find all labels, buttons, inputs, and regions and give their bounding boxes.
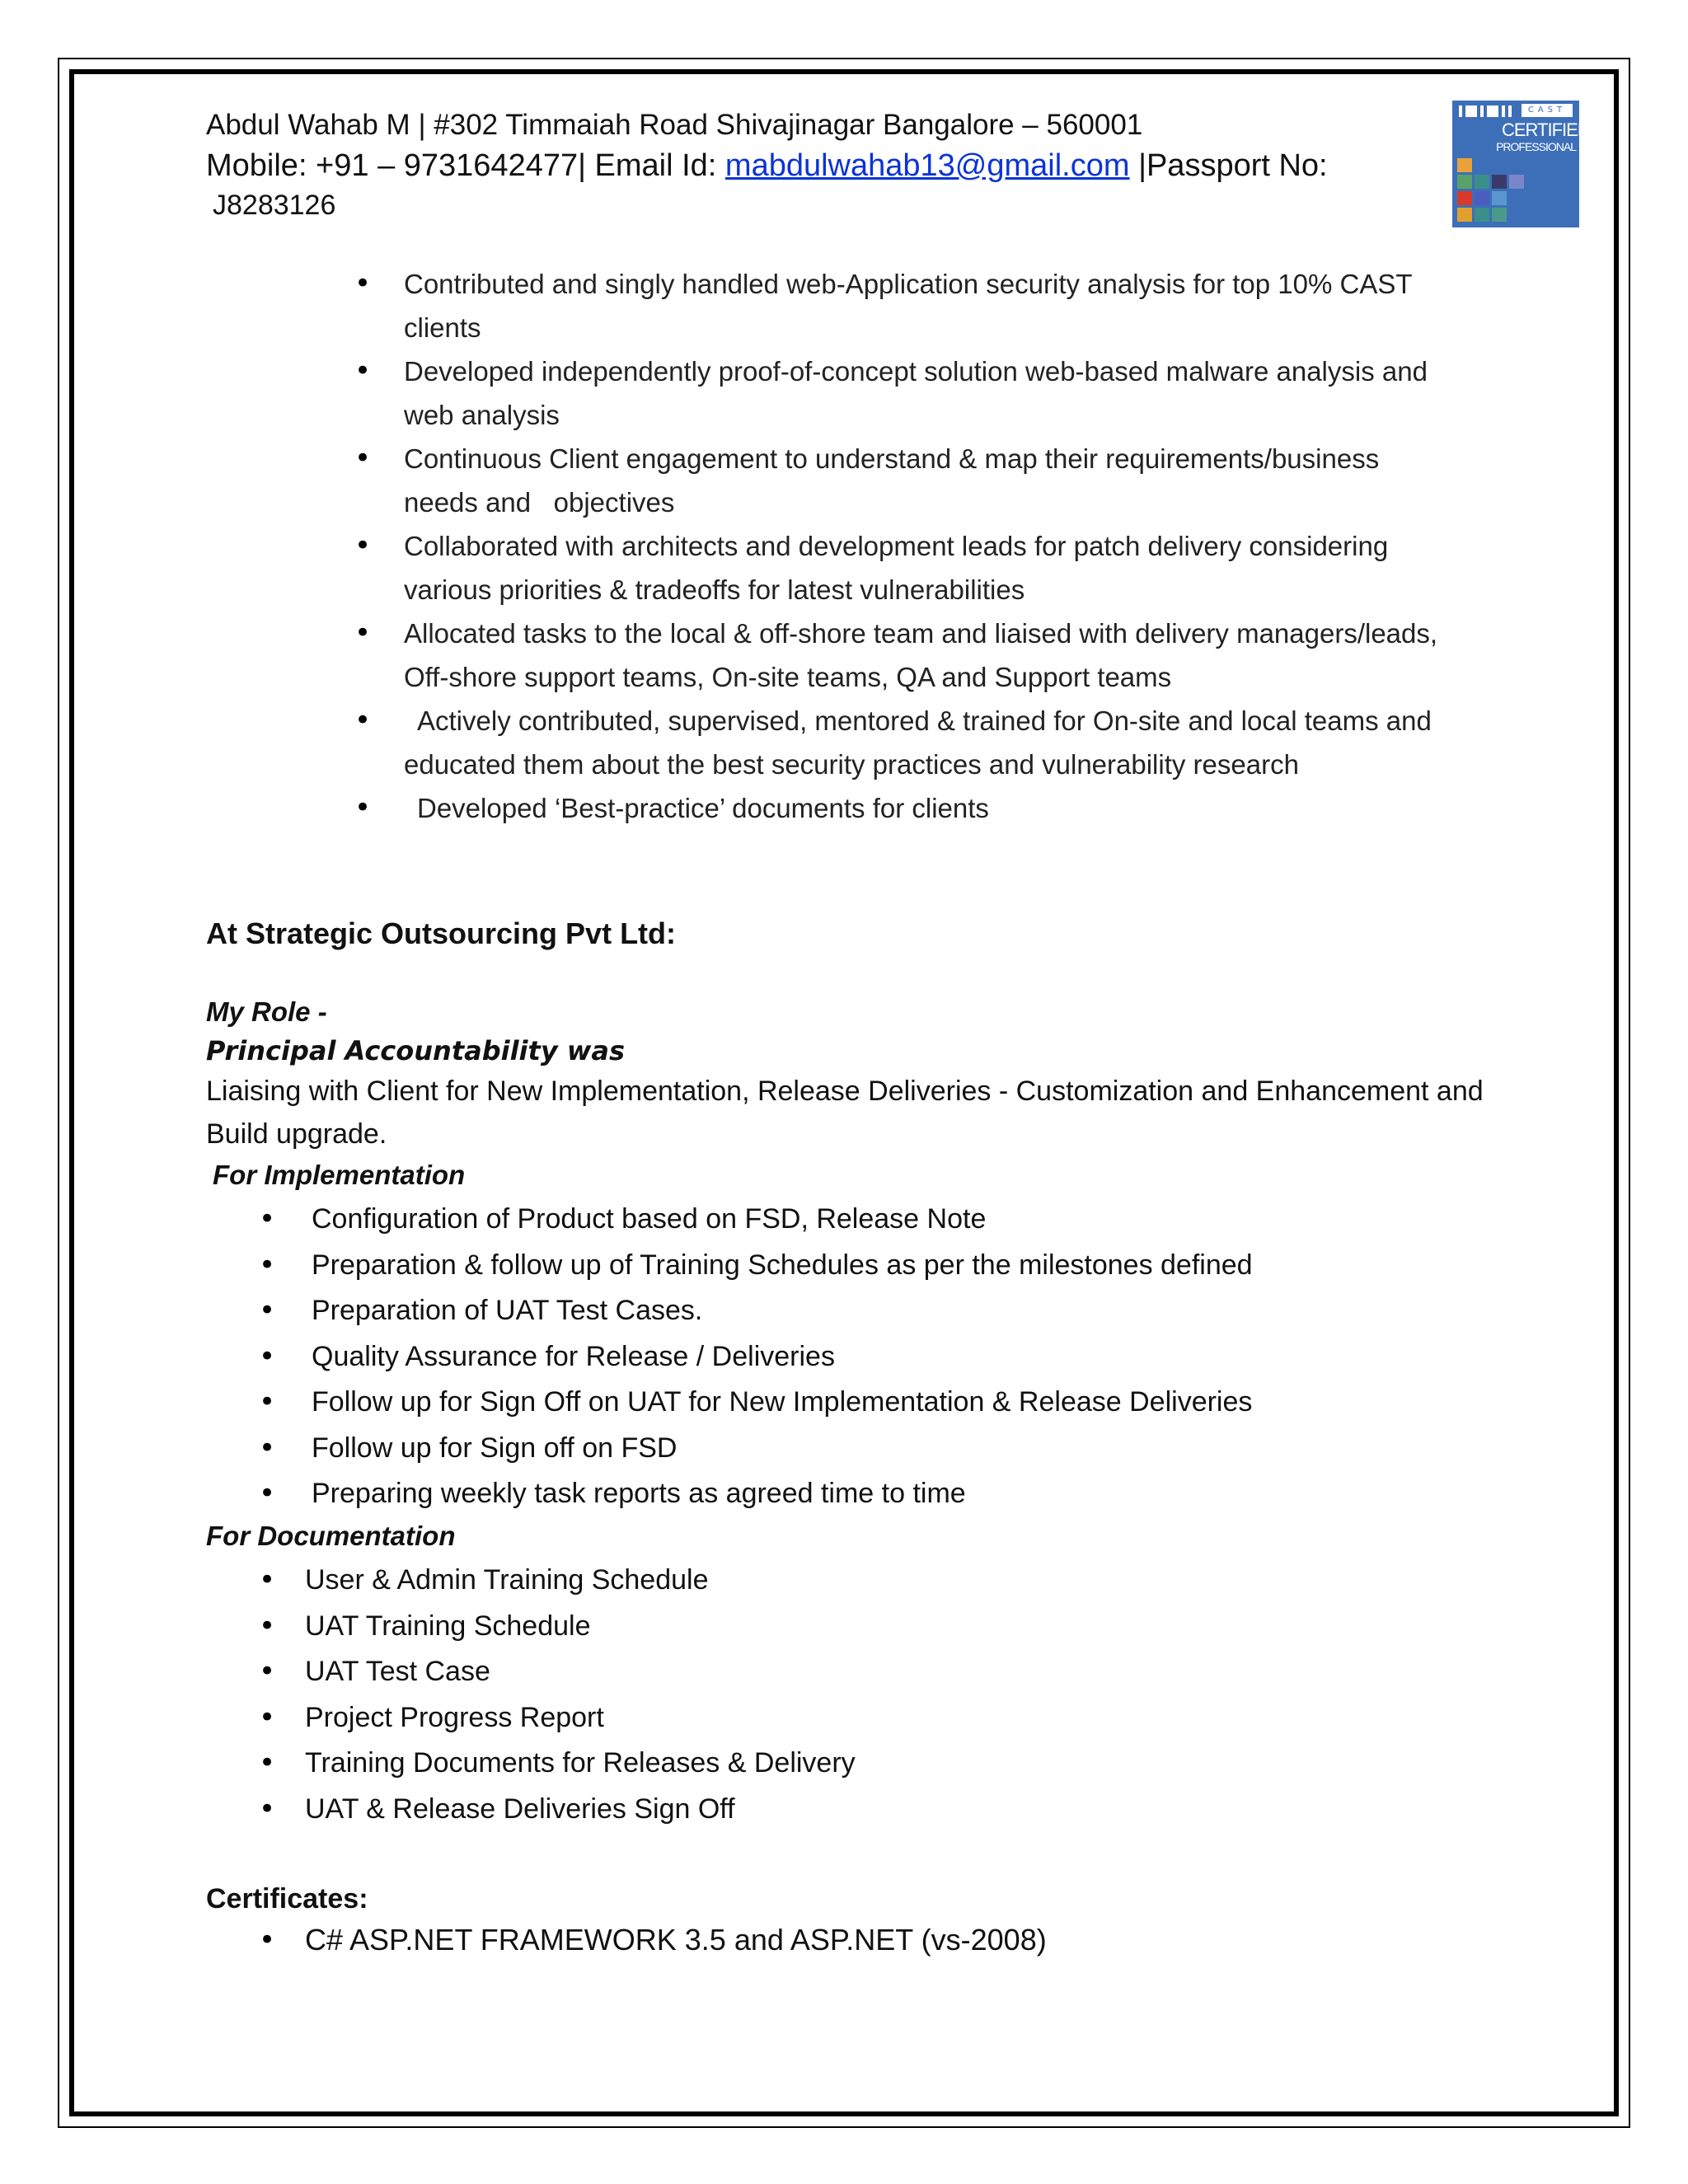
list-item-continuation: educated them about the best security practices and vulnerability research [404,749,1299,780]
list-item: • User & Admin Training Schedule [305,1558,856,1604]
list-item: • Training Documents for Releases & Delivery [305,1741,856,1787]
logo-color-square [1509,191,1524,205]
for-implementation-heading: For Implementation [213,1160,466,1190]
cast-certified-logo [1452,101,1590,227]
list-item: • Follow up for Sign Off on UAT for New Implementation & Release Deliveries [312,1380,1253,1426]
email-link[interactable]: mabdulwahab13@gmail.com [724,148,1130,183]
for-documentation-heading: For Documentation [206,1521,456,1551]
certificates-list [305,1917,1047,1963]
list-item: • Follow up for Sign off on FSD [312,1426,1253,1472]
logo-bars [1459,105,1512,117]
logo-color-square [1492,191,1507,205]
logo-color-square [1492,175,1507,189]
list-item-continuation: needs and objectives [404,487,675,518]
logo-professional-text: PROFESSIONAL [1496,140,1576,153]
list-item-continuation: web analysis [404,400,560,430]
list-item-text: • Allocated tasks to the local & off-shore team and liaised with delivery managers/leads, [404,618,1438,649]
logo-color-square [1475,191,1489,205]
list-item: • UAT Training Schedule [305,1604,856,1650]
list-item: • C# ASP.NET FRAMEWORK 3.5 and ASP.NET (vs-2008) [305,1917,1047,1963]
list-item: • Quality Assurance for Release / Deliveries [312,1334,1253,1380]
header-name-address: Abdul Wahab M | #302 Timmaiah Road Shivajinagar Bangalore – 560001 [206,109,1143,141]
my-role-label: My Role - [206,996,327,1027]
list-item: • Preparation of UAT Test Cases. [312,1288,1253,1334]
logo-certified-text: CERTIFIED [1502,120,1590,140]
list-item-text: • Continuous Client engagement to understand & map their requirements/business [404,443,1380,474]
list-item [404,349,1492,437]
certificates-heading: Certificates: [206,1883,368,1915]
list-item: • UAT Test Case [305,1649,856,1695]
list-item: • Configuration of Product based on FSD, Release Note [312,1197,1253,1243]
liaising-paragraph: Liaising with Client for New Implementation, Release Deliveries - Customization and Enhancement and Build upgrade. [206,1076,1484,1150]
list-item-text: • Collaborated with architects and development leads for patch delivery considering [404,531,1389,561]
list-item-text: • Contributed and singly handled web-Application security analysis for top 10% CAST [404,269,1413,299]
list-item-continuation: various priorities & tradeoffs for latest vulnerabilities [404,574,1025,605]
documentation-list [305,1558,856,1832]
list-item [404,612,1492,699]
logo-color-square [1509,175,1524,189]
logo-color-square [1475,208,1489,222]
logo-color-square [1509,158,1524,172]
logo-color-square [1457,158,1472,172]
list-item: • UAT & Release Deliveries Sign Off [305,1787,856,1833]
company-heading: At Strategic Outsourcing Pvt Ltd: [206,916,677,950]
list-item-continuation: Off-shore support teams, On-site teams, QA and Support teams [404,662,1172,692]
principal-accountability-label: Principal Accountability was [206,1035,626,1066]
logo-color-square [1457,175,1472,189]
logo-color-square [1509,208,1524,222]
list-item [404,262,1492,349]
list-item: • Project Progress Report [305,1695,856,1741]
cast-responsibilities-list [404,262,1492,830]
passport-label: |Passport No: [1129,148,1328,183]
logo-color-square [1475,158,1489,172]
list-item-text: • Developed ‘Best-practice’ documents for clients [417,793,989,823]
logo-color-grid [1457,158,1524,222]
implementation-list [312,1197,1253,1517]
header-contact-line [206,145,1328,186]
list-item-text: • Developed independently proof-of-concept solution web-based malware analysis and [404,356,1428,387]
list-item: • Preparation & follow up of Training Schedules as per the milestones defined [312,1243,1253,1289]
passport-number: J8283126 [213,190,336,221]
list-item [404,437,1492,524]
list-item-continuation: clients [404,312,481,343]
logo-color-square [1457,191,1472,205]
list-item-text: • Actively contributed, supervised, mentored & trained for On-site and local teams and [417,705,1432,736]
list-item [404,524,1492,612]
logo-color-square [1492,208,1507,222]
list-item: • Preparing weekly task reports as agreed time to time [312,1471,1253,1517]
list-item [404,786,1492,830]
logo-color-square [1492,158,1507,172]
mobile-text: Mobile: +91 – 9731642477| Email Id: [206,148,725,183]
logo-color-square [1457,208,1472,222]
list-item [404,699,1492,786]
logo-cast-text: CAST [1522,104,1573,117]
logo-color-square [1475,175,1489,189]
